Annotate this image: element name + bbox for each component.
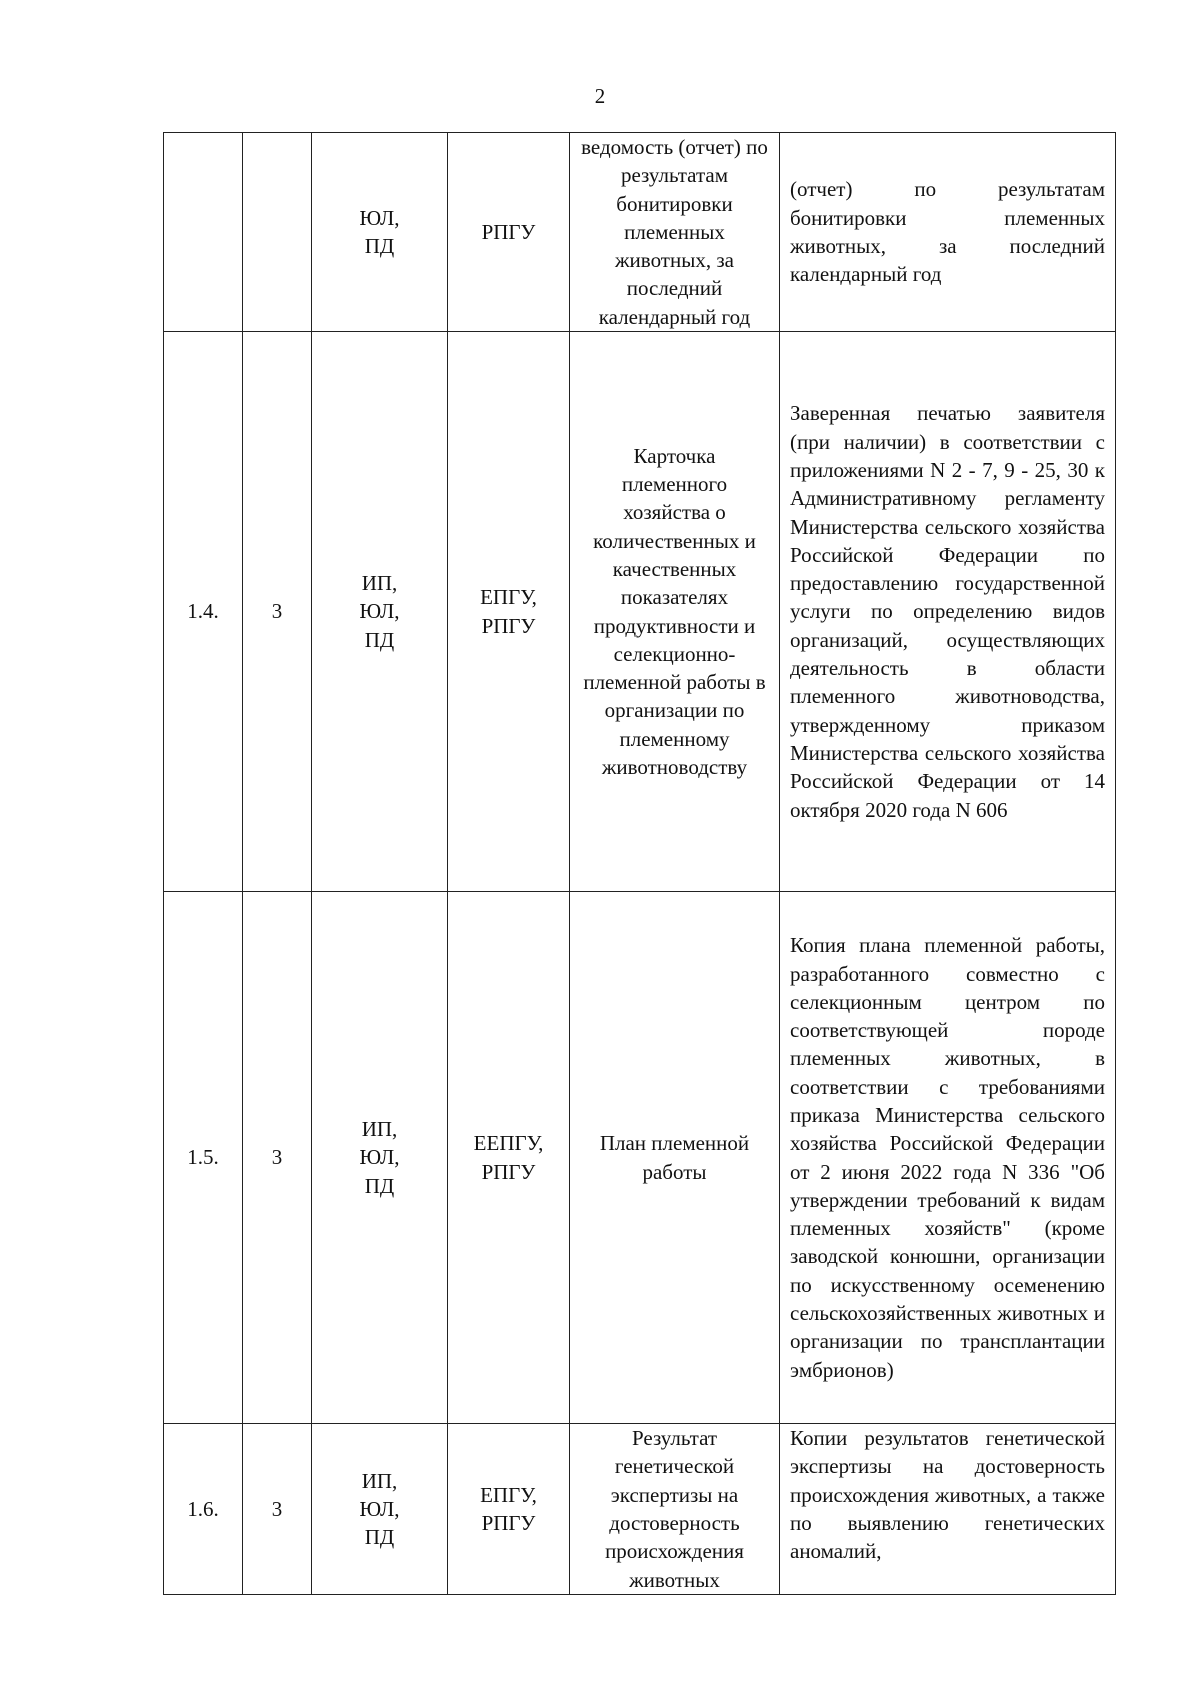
document-description-cell: Заверенная печатью заявителя (при наличии) в соответствии с приложениями N 2 - 7, 9 - 25, 30 к Административному регламенту Министерства сельского хозяйства Российской Федерации по предоставлению государственной услуги по определению видов организаций, осуществляющих деятельность в области племенного животноводства, утвержденному приказом Министерства сельского хозяйства Российской Федерации от 14 октября 2020 года N 606 (780, 332, 1116, 892)
channel-cell (448, 332, 570, 892)
applicant-type-cell (312, 133, 448, 332)
applicant-type-text: ИП, ЮЛ, ПД (359, 1468, 400, 1550)
row-number-cell: 1.4. (164, 332, 243, 892)
document-name-cell: ведомость (отчет) по результатам бонитировки племенных животных, за последний календарный год (570, 133, 780, 332)
applicant-type-text: ИП, ЮЛ, ПД (359, 571, 400, 652)
applicant-type-text: ЮЛ, ПД (359, 205, 400, 259)
document-name-cell: План племенной работы (570, 892, 780, 1424)
row-number-cell (164, 133, 243, 332)
requirements-table (163, 132, 1116, 1595)
document-description-cell: Копии результатов генетической экспертизы на достоверность происхождения животных, а также по выявлению генетических аномалий, (780, 1424, 1116, 1595)
channel-cell (448, 1424, 570, 1595)
channel-text: ЕЕПГУ, РПГУ (473, 1131, 544, 1184)
applicant-type-cell (312, 1424, 448, 1595)
table-row (164, 892, 1116, 1424)
document-name-cell: Карточка племенного хозяйства о количественных и качественных показателях продуктивности и селекционно-племенной работы в организации по племенному животноводству (570, 332, 780, 892)
channel-cell (448, 133, 570, 332)
page-number: 2 (594, 84, 606, 108)
days-cell: 3 (243, 1424, 312, 1595)
days-cell: 3 (243, 332, 312, 892)
applicant-type-text: ИП, ЮЛ, ПД (359, 1117, 400, 1198)
row-number-cell: 1.6. (164, 1424, 243, 1595)
table-row (164, 133, 1116, 332)
channel-text: РПГУ (481, 219, 536, 244)
document-name-cell: Результат генетической экспертизы на достоверность происхождения животных (570, 1424, 780, 1595)
channel-text: ЕПГУ, РПГУ (480, 585, 537, 638)
applicant-type-cell (312, 892, 448, 1424)
row-number-cell: 1.5. (164, 892, 243, 1424)
channel-cell (448, 892, 570, 1424)
table-row (164, 332, 1116, 892)
days-cell: 3 (243, 892, 312, 1424)
document-description-cell: (отчет) по результатам бонитировки племенных животных, за последний календарный год (780, 133, 1116, 332)
table-row (164, 1424, 1116, 1595)
document-description-cell: Копия плана племенной работы, разработанного совместно с селекционным центром по соответствующей породе племенных животных, в соответствии с требованиями приказа Министерства сельского хозяйства Российской Федерации от 2 июня 2022 года N 336 "Об утверждении требований к видам племенных хозяйств" (кроме заводской конюшни, организации по искусственному осеменению сельскохозяйственных животных и организации по трансплантации эмбрионов) (780, 892, 1116, 1424)
days-cell (243, 133, 312, 332)
applicant-type-cell (312, 332, 448, 892)
channel-text: ЕПГУ, РПГУ (480, 1482, 537, 1535)
